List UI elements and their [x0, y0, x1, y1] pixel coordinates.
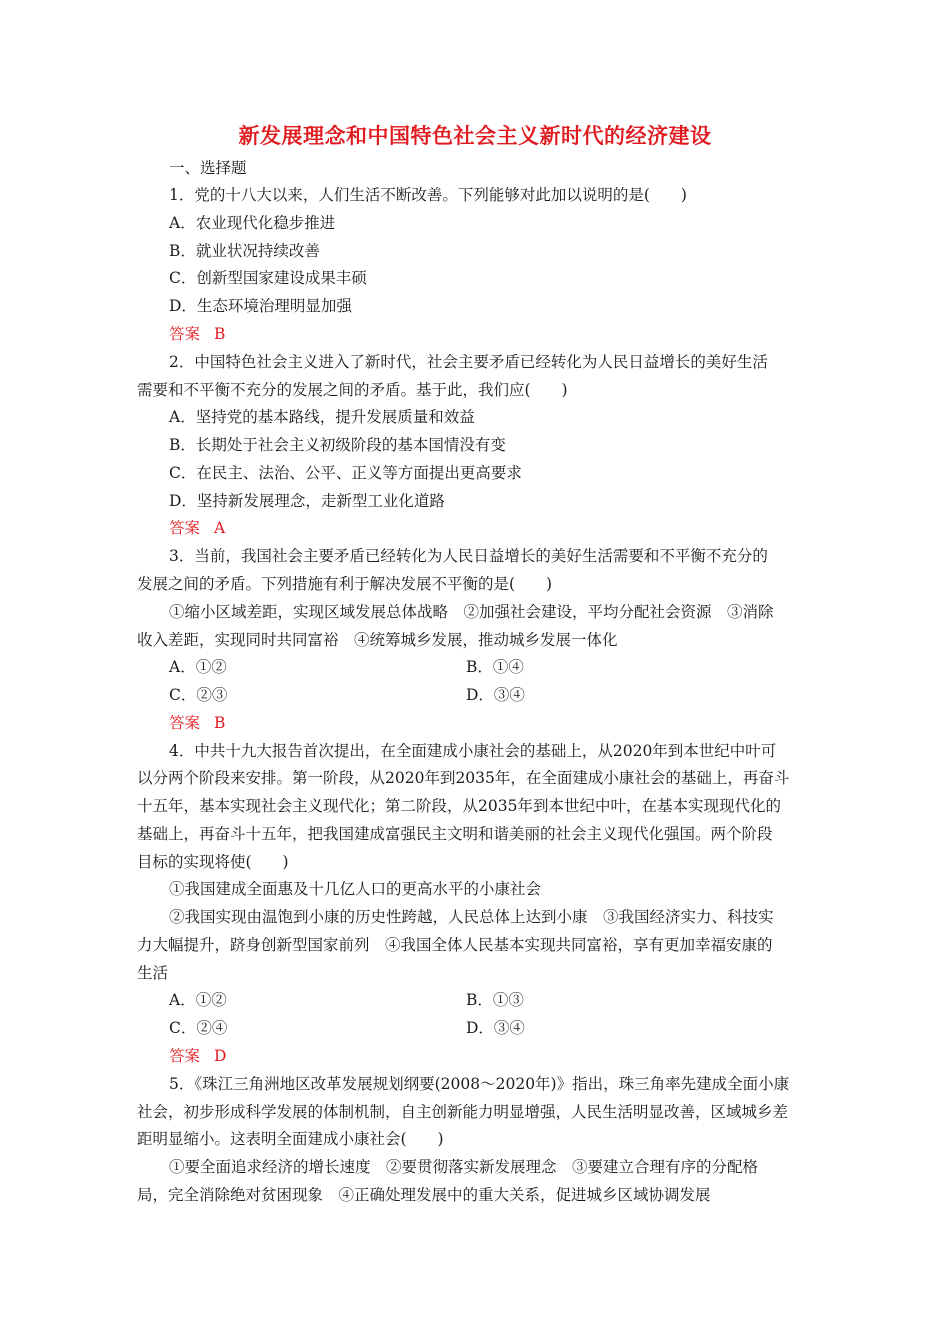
question-3-option-b: B．①④ [466, 658, 524, 676]
question-3-option-a: A．①② [169, 658, 227, 676]
question-2-option-c: C．在民主、法治、公平、正义等方面提出更高要求 [169, 464, 522, 482]
question-5-stem-line-2: 社会，初步形成科学发展的体制机制，自主创新能力明显增强，人民生活明显改善，区域城乡差 [137, 1103, 789, 1121]
question-5-stem-line-3: 距明显缩小。这表明全面建成小康社会( ) [137, 1130, 444, 1148]
question-3-stem-line-1: 3．当前，我国社会主要矛盾已经转化为人民日益增长的美好生活需要和不平衡不充分的 [169, 547, 768, 565]
document-title: 新发展理念和中国特色社会主义新时代的经济建设 [238, 123, 712, 148]
answer-label: 答案 [169, 714, 201, 732]
question-2-option-d: D．坚持新发展理念，走新型工业化道路 [169, 492, 445, 510]
question-2-answer [169, 518, 225, 538]
question-2-stem-line-2: 需要和不平衡不充分的发展之间的矛盾。基于此，我们应( ) [137, 381, 568, 399]
question-5-statements-line-1: ①要全面追求经济的增长速度 ②要贯彻落实新发展理念 ③要建立合理有序的分配格 [169, 1158, 759, 1176]
answer-value: B [214, 714, 226, 732]
question-1-option-b: B．就业状况持续改善 [169, 242, 320, 260]
question-4-option-a: A．①② [169, 991, 227, 1009]
question-4-statement-1: ①我国建成全面惠及十几亿人口的更高水平的小康社会 [169, 880, 542, 898]
question-3-option-c: C．②③ [169, 686, 228, 704]
question-4-statements-line-1: ②我国实现由温饱到小康的历史性跨越，人民总体上达到小康 ③我国经济实力、科技实 [169, 908, 774, 926]
question-3-answer [169, 713, 225, 733]
answer-value: A [214, 519, 226, 537]
question-4-answer [169, 1046, 226, 1066]
question-4-option-b: B．①③ [466, 991, 524, 1009]
question-4-stem-line-1: 4．中共十九大报告首次提出，在全面建成小康社会的基础上，从2020年到本世纪中叶可 [169, 742, 777, 760]
section-heading: 一、选择题 [169, 159, 247, 177]
question-1-stem: 1．党的十八大以来，人们生活不断改善。下列能够对此加以说明的是( ) [169, 186, 687, 204]
question-3-stem-line-2: 发展之间的矛盾。下列措施有利于解决发展不平衡的是( ) [137, 575, 553, 593]
answer-label: 答案 [169, 325, 201, 343]
question-1-option-d: D．生态环境治理明显加强 [169, 297, 352, 315]
question-1-answer [169, 324, 225, 344]
question-4-stem-line-4: 基础上，再奋斗十五年，把我国建成富强民主文明和谐美丽的社会主义现代化强国。两个阶段 [137, 825, 773, 843]
answer-label: 答案 [169, 519, 201, 537]
answer-value: D [214, 1047, 227, 1065]
question-4-stem-line-3: 十五年，基本实现社会主义现代化；第二阶段，从2035年到本世纪中叶，在基本实现现代化的 [137, 797, 781, 815]
question-4-stem-line-2: 以分两个阶段来安排。第一阶段，从2020年到2035年，在全面建成小康社会的基础上，再奋斗 [137, 769, 790, 787]
question-4-option-c: C．②④ [169, 1019, 228, 1037]
answer-label: 答案 [169, 1047, 201, 1065]
question-4-option-d: D．③④ [466, 1019, 525, 1037]
question-2-stem-line-1: 2．中国特色社会主义进入了新时代，社会主要矛盾已经转化为人民日益增长的美好生活 [169, 353, 768, 371]
question-3-statements-line-2: 收入差距，实现同时共同富裕 ④统筹城乡发展，推动城乡发展一体化 [137, 631, 618, 649]
question-2-option-b: B．长期处于社会主义初级阶段的基本国情没有变 [169, 436, 506, 454]
question-1-option-c: C．创新型国家建设成果丰硕 [169, 269, 367, 287]
question-2-option-a: A．坚持党的基本路线，提升发展质量和效益 [169, 408, 475, 426]
answer-value: B [214, 325, 226, 343]
question-3-statements-line-1: ①缩小区域差距，实现区域发展总体战略 ②加强社会建设，平均分配社会资源 ③消除 [169, 603, 774, 621]
question-5-statements-line-2: 局，完全消除绝对贫困现象 ④正确处理发展中的重大关系，促进城乡区域协调发展 [137, 1186, 711, 1204]
question-4-statements-line-3: 生活 [137, 964, 169, 982]
question-1-option-a: A．农业现代化稳步推进 [169, 214, 336, 232]
question-4-stem-line-5: 目标的实现将使( ) [137, 853, 289, 871]
question-5-stem-line-1: 5．《珠江三角洲地区改革发展规划纲要(2008～2020年)》指出，珠三角率先建成全面小康 [169, 1075, 790, 1093]
question-4-statements-line-2: 力大幅提升，跻身创新型国家前列 ④我国全体人民基本实现共同富裕，享有更加幸福安康的 [137, 936, 773, 954]
question-3-option-d: D．③④ [466, 686, 525, 704]
